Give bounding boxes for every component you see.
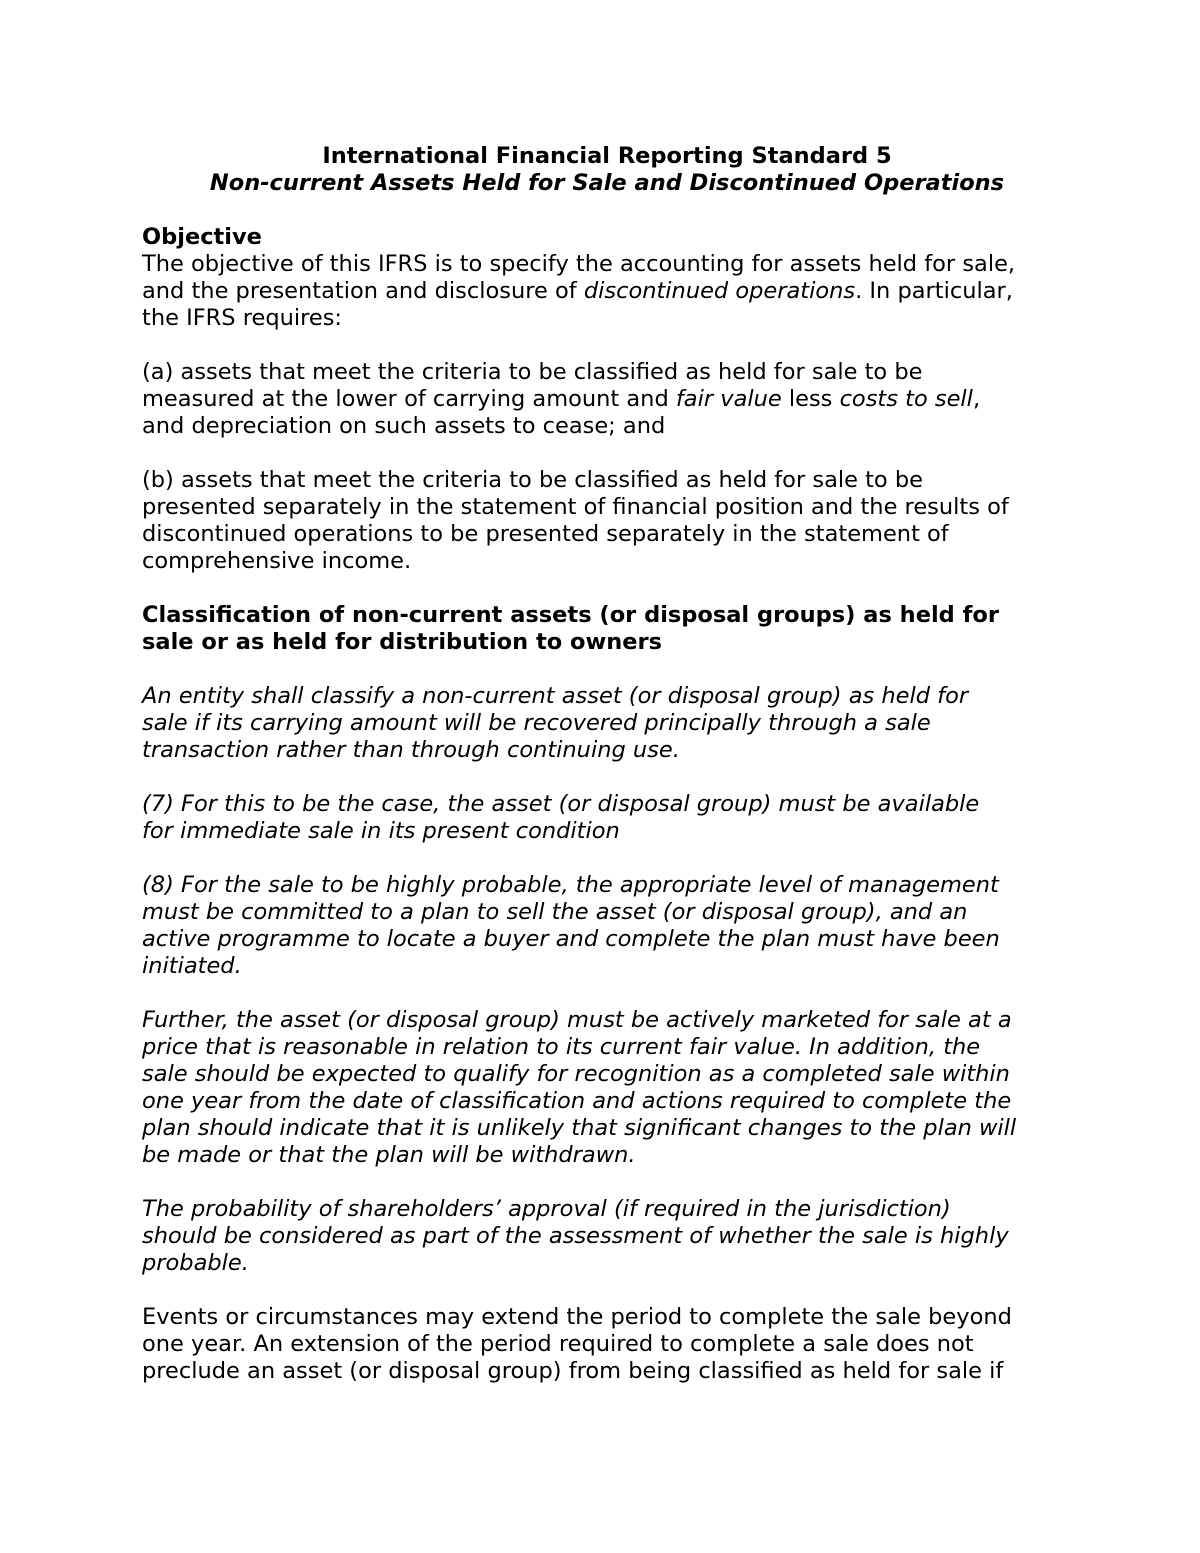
text-line: transaction rather than through continuing use. bbox=[142, 737, 680, 763]
objective-intro-paragraph bbox=[142, 251, 1072, 332]
text-line: preclude an asset (or disposal group) from being classified as held for sale if bbox=[142, 1358, 1004, 1384]
text-run: measured at the lower of carrying amount and bbox=[142, 386, 676, 412]
text-run: less bbox=[781, 386, 840, 412]
text-line: Further, the asset (or disposal group) must be actively marketed for sale at a bbox=[142, 1007, 1012, 1033]
text-line: price that is reasonable in relation to its current fair value. In addition, the bbox=[142, 1034, 981, 1060]
text-line: must be committed to a plan to sell the asset (or disposal group), and an bbox=[142, 899, 968, 925]
text-line: (7) For this to be the case, the asset (or disposal group) must be available bbox=[142, 791, 980, 817]
document-title-block bbox=[142, 143, 1072, 197]
classification-paragraph-events bbox=[142, 1304, 1072, 1385]
text-line: (a) assets that meet the criteria to be classified as held for sale to be bbox=[142, 359, 923, 385]
classification-heading bbox=[142, 602, 1072, 656]
text-line: probable. bbox=[142, 1250, 249, 1276]
text-run: . In particular, bbox=[855, 278, 1013, 304]
text-line: should be considered as part of the assessment of whether the sale is highly bbox=[142, 1223, 1009, 1249]
text-line: sale should be expected to qualify for recognition as a completed sale within bbox=[142, 1061, 1010, 1087]
text-line: discontinued operations to be presented separately in the statement of bbox=[142, 521, 949, 547]
text-line bbox=[142, 386, 1072, 413]
text-line: for immediate sale in its present condition bbox=[142, 818, 620, 844]
text-run: , bbox=[972, 386, 981, 412]
classification-paragraph-probability bbox=[142, 1196, 1072, 1277]
objective-item-a bbox=[142, 359, 1072, 440]
text-line: An entity shall classify a non-current asset (or disposal group) as held for bbox=[142, 683, 969, 709]
text-line: The probability of shareholders’ approval (if required in the jurisdiction) bbox=[142, 1196, 951, 1222]
classification-paragraph-further bbox=[142, 1007, 1072, 1169]
document-subtitle: Non-current Assets Held for Sale and Discontinued Operations bbox=[209, 170, 1005, 196]
classification-paragraph-1 bbox=[142, 683, 1072, 764]
defined-term: discontinued operations bbox=[583, 278, 856, 304]
text-line: plan should indicate that it is unlikely that significant changes to the plan will bbox=[142, 1115, 1017, 1141]
document-title: International Financial Reporting Standard 5 bbox=[322, 143, 892, 169]
text-line: sale if its carrying amount will be recovered principally through a sale bbox=[142, 710, 931, 736]
classification-paragraph-8 bbox=[142, 872, 1072, 980]
text-line: sale or as held for distribution to owners bbox=[142, 629, 663, 655]
text-line: and depreciation on such assets to cease; and bbox=[142, 413, 666, 439]
text-line: Classification of non-current assets (or disposal groups) as held for bbox=[142, 602, 999, 628]
text-line bbox=[142, 278, 1072, 305]
text-line: comprehensive income. bbox=[142, 548, 412, 574]
text-line: active programme to locate a buyer and complete the plan must have been bbox=[142, 926, 1000, 952]
text-line: Events or circumstances may extend the period to complete the sale beyond bbox=[142, 1304, 1012, 1330]
text-line: The objective of this IFRS is to specify the accounting for assets held for sale, bbox=[142, 251, 1016, 277]
classification-paragraph-7 bbox=[142, 791, 1072, 845]
text-line: initiated. bbox=[142, 953, 242, 979]
defined-term: costs to sell bbox=[839, 386, 973, 412]
text-line: one year from the date of classification and actions required to complete the bbox=[142, 1088, 1012, 1114]
text-run: and the presentation and disclosure of bbox=[142, 278, 584, 304]
defined-term: fair value bbox=[675, 386, 782, 412]
text-line: presented separately in the statement of financial position and the results of bbox=[142, 494, 1009, 520]
text-line: one year. An extension of the period required to complete a sale does not bbox=[142, 1331, 974, 1357]
text-line: the IFRS requires: bbox=[142, 305, 343, 331]
objective-heading: Objective bbox=[142, 224, 262, 250]
text-line: (8) For the sale to be highly probable, the appropriate level of management bbox=[142, 872, 999, 898]
text-line: (b) assets that meet the criteria to be classified as held for sale to be bbox=[142, 467, 923, 493]
objective-item-b bbox=[142, 467, 1072, 575]
text-line: be made or that the plan will be withdrawn. bbox=[142, 1142, 636, 1168]
document-page bbox=[142, 143, 1072, 1385]
